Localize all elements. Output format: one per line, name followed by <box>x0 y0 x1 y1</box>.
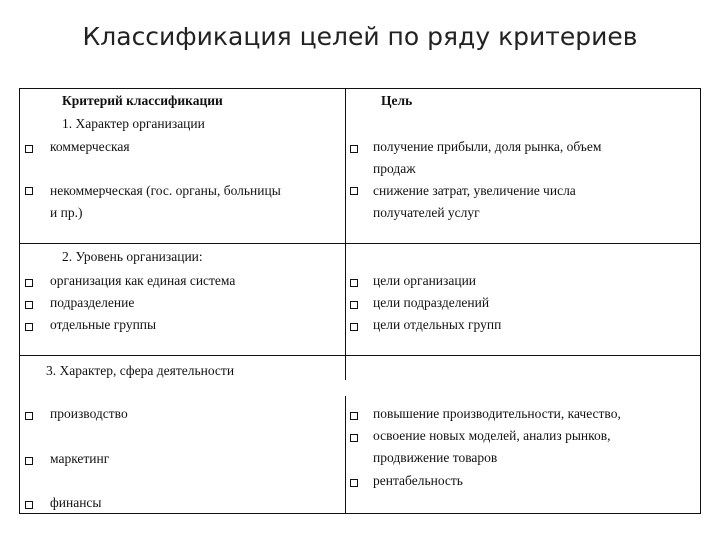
criterion-item-continued: и пр.) <box>50 205 83 220</box>
bullet-square-icon <box>350 434 358 442</box>
bullet-square-icon <box>25 145 33 153</box>
bullet-square-icon <box>25 501 33 509</box>
criterion-item: организация как единая система <box>50 273 236 288</box>
goal-item-continued: продаж <box>373 161 416 176</box>
goal-item: цели подразделений <box>373 295 490 310</box>
section2-heading: 2. Уровень организации: <box>62 249 203 264</box>
bullet-square-icon <box>350 301 358 309</box>
bullet-square-icon <box>350 323 358 331</box>
column-divider-bottom <box>345 396 346 514</box>
bullet-square-icon <box>25 412 33 420</box>
criterion-item: производство <box>50 406 128 421</box>
goal-item-continued: продвижение товаров <box>373 450 498 465</box>
criterion-item: маркетинг <box>50 451 110 466</box>
header-criterion: Критерий классификации <box>62 93 223 108</box>
criterion-item: подразделение <box>50 295 135 310</box>
goal-item: освоение новых моделей, анализ рынков, <box>373 428 611 443</box>
criterion-item: некоммерческая (гос. органы, больницы <box>50 183 281 198</box>
slide-title: Классификация целей по ряду критериев <box>82 22 638 51</box>
bullet-square-icon <box>350 145 358 153</box>
bullet-square-icon <box>350 479 358 487</box>
goal-item: цели организации <box>373 273 477 288</box>
goal-item-continued: получателей услуг <box>373 205 480 220</box>
column-divider-short <box>345 355 346 380</box>
goal-item: повышение производительности, качество, <box>373 406 621 421</box>
bullet-square-icon <box>350 187 358 195</box>
goal-item: получение прибыли, доля рынка, объем <box>373 139 602 154</box>
bullet-square-icon <box>350 279 358 287</box>
column-divider-middle <box>345 243 346 355</box>
row-divider-1 <box>19 243 701 244</box>
bullet-square-icon <box>350 412 358 420</box>
row-divider-2 <box>19 355 701 356</box>
column-divider-top <box>345 88 346 243</box>
goal-item: снижение затрат, увеличение числа <box>373 183 576 198</box>
header-goal: Цель <box>381 93 413 108</box>
goal-item: цели отдельных групп <box>373 317 502 332</box>
criterion-item: коммерческая <box>50 139 130 154</box>
section1-heading: 1. Характер организации <box>62 116 205 131</box>
goal-item: рентабельность <box>373 473 463 488</box>
bullet-square-icon <box>25 187 33 195</box>
criterion-item: отдельные группы <box>50 317 157 332</box>
criterion-item: финансы <box>50 495 102 510</box>
bullet-square-icon <box>25 457 33 465</box>
section3-heading: 3. Характер, сфера деятельности <box>46 363 235 378</box>
bullet-square-icon <box>25 301 33 309</box>
bullet-square-icon <box>25 323 33 331</box>
bullet-square-icon <box>25 279 33 287</box>
